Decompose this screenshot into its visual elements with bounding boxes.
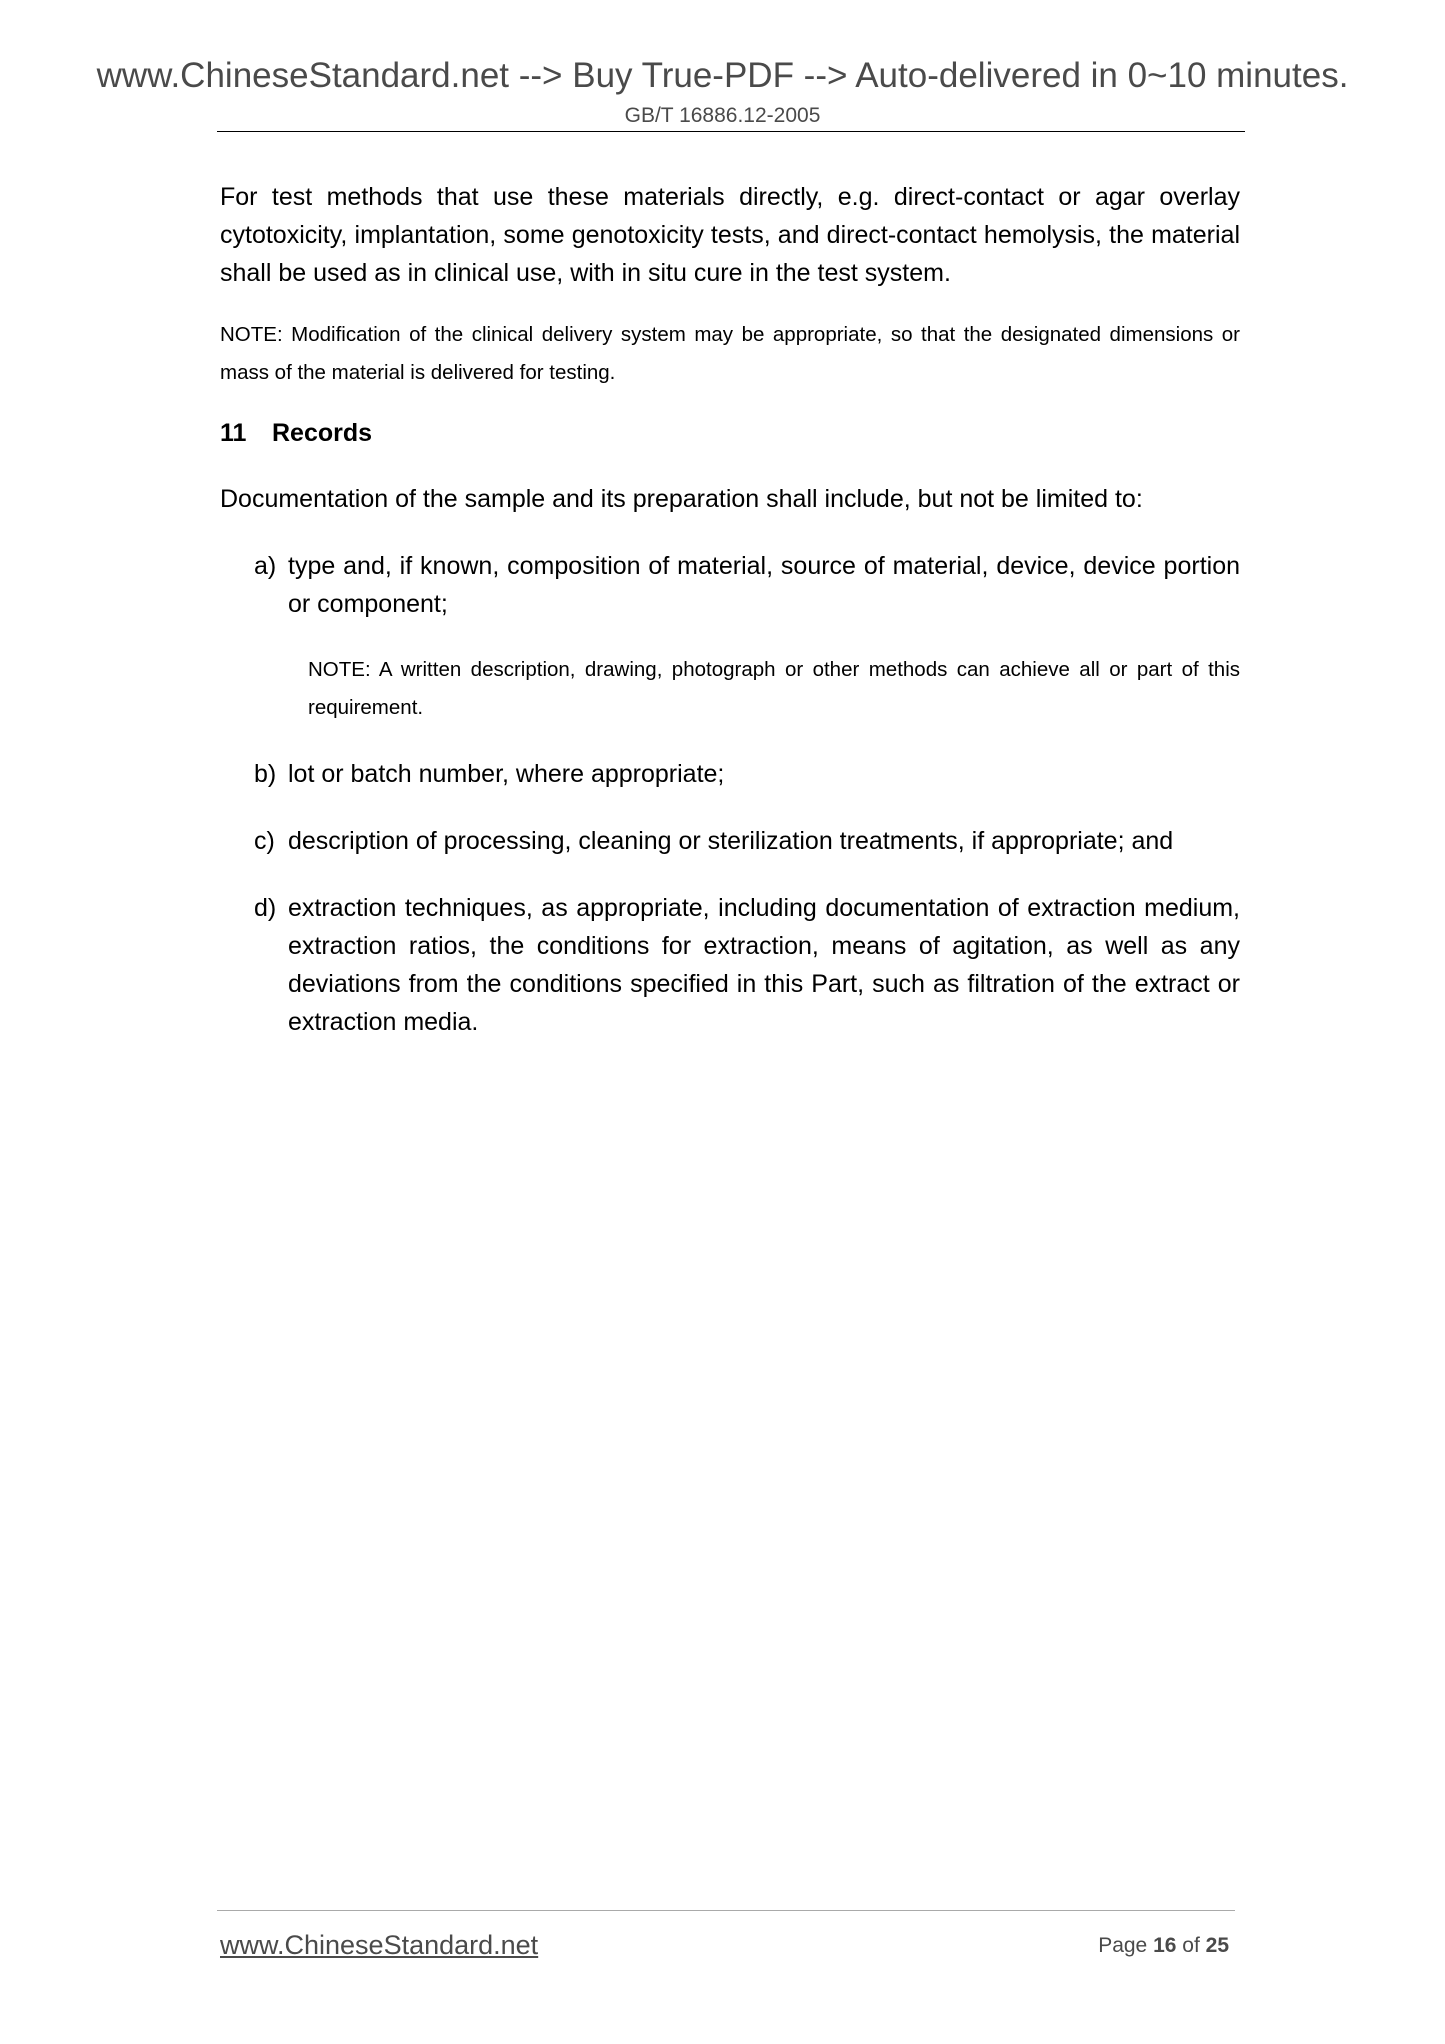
page-content — [220, 178, 1240, 1041]
footer-site-link[interactable]: www.ChineseStandard.net — [220, 1930, 539, 1960]
footer-divider — [217, 1910, 1235, 1911]
list-item-c — [220, 822, 1240, 860]
page-of: of — [1182, 1934, 1200, 1957]
intro-paragraph: For test methods that use these materials directly, e.g. direct-contact or agar overlay cytotoxicity, implantation, some genotoxicity tests, and direct-contact hemolysis, the material shall be used as in clinical use, with in situ cure in the test system. — [220, 183, 1240, 287]
page-total: 25 — [1205, 1934, 1229, 1957]
section-number: 11 — [220, 419, 247, 447]
page-current: 16 — [1153, 1934, 1177, 1957]
intro-note: NOTE: Modification of the clinical delivery system may be appropriate, so that the designated dimensions or mass of the material is delivered for testing. — [220, 323, 1240, 384]
list-marker: d) — [254, 894, 277, 922]
page-indicator — [1098, 1934, 1229, 1958]
records-intro: Documentation of the sample and its preparation shall include, but not be limited to: — [220, 485, 1143, 513]
list-item-d — [220, 889, 1240, 1041]
list-item-a — [220, 547, 1240, 623]
list-item-text: description of processing, cleaning or sterilization treatments, if appropriate; and — [288, 827, 1174, 855]
header-banner: www.ChineseStandard.net --> Buy True-PDF --> Auto-delivered in 0~10 minutes. — [96, 56, 1349, 95]
section-heading — [220, 414, 1240, 452]
page-prefix: Page — [1098, 1934, 1148, 1957]
list-marker: c) — [254, 827, 275, 855]
list-item-b — [220, 755, 1240, 793]
list-item-a-note: NOTE: A written description, drawing, photograph or other methods can achieve all or part of this requirement. — [308, 658, 1240, 719]
list-item-text: type and, if known, composition of material, source of material, device, device portion or component; — [288, 552, 1240, 618]
document-code: GB/T 16886.12-2005 — [624, 104, 821, 127]
list-item-text: lot or batch number, where appropriate; — [288, 760, 725, 788]
list-item-text: extraction techniques, as appropriate, including documentation of extraction medium, extraction ratios, the conditions for extraction, means of agitation, as well as any deviations from the conditions specified in this Part, such as filtration of the extract or extraction media. — [288, 894, 1240, 1036]
header-divider — [217, 131, 1245, 132]
list-marker: b) — [254, 760, 277, 788]
list-marker: a) — [254, 552, 277, 580]
section-title: Records — [272, 419, 373, 447]
